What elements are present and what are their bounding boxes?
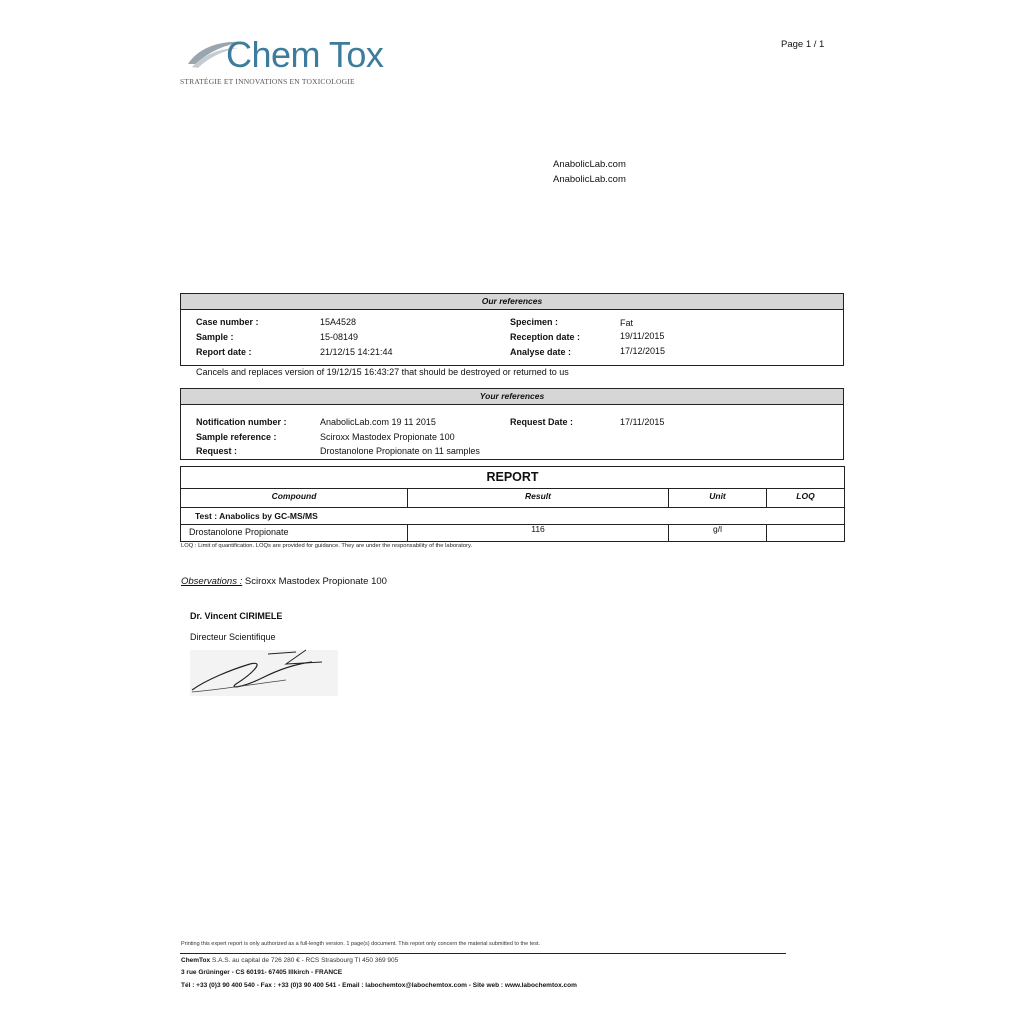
result-cell: 116: [408, 525, 669, 541]
footer-company: [181, 957, 398, 964]
specimen-label: Specimen :: [510, 317, 559, 327]
unit-cell: g/l: [669, 525, 767, 541]
column-header-compound: Compound: [181, 489, 408, 507]
footer-company-name: ChemTox: [181, 957, 211, 964]
recipient-line-1: AnabolicLab.com: [553, 159, 626, 170]
report-title: REPORT: [181, 467, 844, 489]
sample-value: 15-08149: [320, 332, 359, 342]
recipient-line-2: AnabolicLab.com: [553, 174, 626, 185]
footer-company-details: S.A.S. au capital de 726 280 € - RCS Strasbourg TI 450 369 905: [210, 957, 399, 964]
signature-image: [186, 640, 341, 698]
observations-text: Sciroxx Mastodex Propionate 100: [244, 576, 387, 587]
cancel-note: Cancels and replaces version of 19/12/15 16:43:27 that should be destroyed or returned to us: [196, 367, 569, 377]
loq-cell: [767, 525, 844, 541]
sample-label: Sample :: [196, 332, 234, 342]
signatory-role: Directeur Scientifique: [190, 632, 276, 642]
table-row: [181, 525, 844, 541]
sample-reference-value: Sciroxx Mastodex Propionate 100: [320, 432, 455, 442]
column-header-loq: LOQ: [796, 491, 815, 501]
logo-tagline: STRATÉGIE ET INNOVATIONS EN TOXICOLOGIE: [180, 77, 355, 86]
case-number-label: Case number :: [196, 317, 259, 327]
case-number-value: 15A4528: [320, 317, 357, 327]
your-references-title: Your references: [181, 389, 843, 405]
notification-number-value: AnabolicLab.com 19 11 2015: [320, 417, 436, 427]
footer-divider: [180, 953, 786, 954]
column-header-unit: Unit: [669, 489, 767, 507]
observations-label: Observations :: [181, 576, 243, 587]
analyse-date-label: Analyse date :: [510, 347, 572, 357]
column-header-result: Result: [408, 489, 669, 507]
signatory-name: Dr. Vincent CIRIMELE: [190, 611, 283, 621]
report-date-value: 21/12/15 14:21:44: [320, 347, 393, 357]
test-method-row: Test : Anabolics by GC-MS/MS: [181, 508, 844, 525]
our-references-box: [180, 293, 844, 366]
analyse-date-value: 17/12/2015: [620, 346, 666, 356]
notification-number-label: Notification number :: [196, 417, 287, 427]
our-references-title: Our references: [181, 294, 843, 310]
footer-note: Printing this expert report is only authorized as a full-length version. 1 page(s) document. This report only concern the material submitted to the test.: [181, 941, 541, 947]
specimen-value: Fat: [620, 318, 634, 328]
report-header-row: [181, 489, 844, 508]
request-label: Request :: [196, 446, 238, 456]
reception-date-label: Reception date :: [510, 332, 581, 342]
your-references-box: [180, 388, 844, 460]
request-value: Drostanolone Propionate on 11 samples: [320, 446, 480, 456]
sample-reference-label: Sample reference :: [196, 432, 277, 442]
reception-date-value: 19/11/2015: [620, 331, 665, 341]
company-logo: Chem Tox: [226, 34, 384, 75]
report-date-label: Report date :: [196, 347, 252, 357]
compound-cell: Drostanolone Propionate: [181, 525, 408, 541]
footer-address: 3 rue Grüninger - CS 60191- 67405 Illkirch - FRANCE: [181, 969, 343, 976]
observations: [181, 576, 387, 587]
loq-footnote: LOQ : Limit of quantification. LOQs are provided for guidance. They are under the responsability of the laboratory.: [181, 543, 473, 549]
footer-contact: Tél : +33 (0)3 90 400 540 - Fax : +33 (0)3 90 400 541 - Email : labochemtox@labochemtox.com - Site web : www.labochemtox.com: [181, 982, 577, 989]
request-date-label: Request Date :: [510, 417, 574, 427]
page-number: Page 1 / 1: [781, 39, 825, 50]
request-date-value: 17/11/2015: [620, 417, 665, 427]
report-table: [180, 466, 845, 542]
